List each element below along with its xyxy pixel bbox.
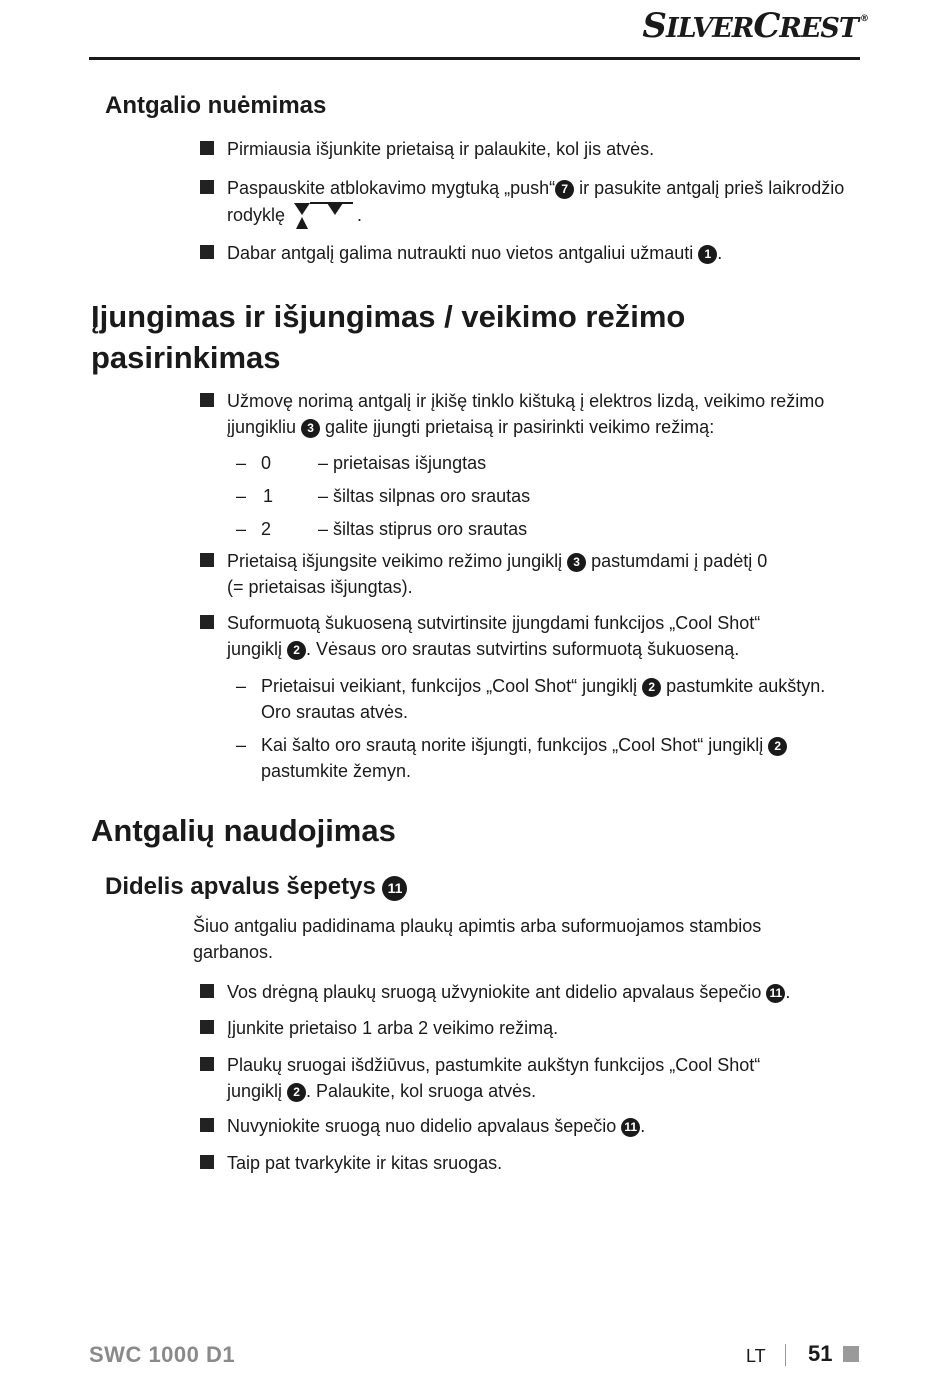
- list-item: Vos drėgną plaukų sruogą užvyniokite ant didelio apvalaus šepečio 11 .: [200, 979, 860, 1005]
- list-item: Prietaisą išjungsite veikimo režimo jungiklį 3 pastumdami į padėtį 0 (= prietaisas išjungtas).: [200, 548, 860, 600]
- list-item: Užmovę norimą antgalį ir įkišę tinklo kištuką į elektros lizdą, veikimo režimo įjungikliu 3 galite įjungti prietaisą ir pasirinkti veikimo režimą:: [200, 388, 860, 440]
- section-title-switching: Įjungimas ir išjungimas / veikimo režimo pasirinkimas: [91, 299, 686, 375]
- bullet-square-icon: [200, 1155, 214, 1169]
- callout-number-icon: 11: [382, 876, 407, 901]
- sub-item: Kai šalto oro srautą norite išjungti, funkcijos „Cool Shot“ jungiklį 2 pastumkite žemyn.: [261, 732, 861, 784]
- list-item: Dabar antgalį galima nutraukti nuo vietos antgaliui užmauti 1 .: [200, 240, 860, 266]
- footer-language: LT: [746, 1346, 766, 1366]
- header-rule: [89, 57, 860, 60]
- bullet-square-icon: [200, 141, 214, 155]
- list-item: Plaukų sruogai išdžiūvus, pastumkite aukštyn funkcijos „Cool Shot“ jungiklį 2 . Palaukite, kol sruoga atvės.: [200, 1052, 860, 1104]
- page-number: 51: [808, 1341, 833, 1366]
- mode-description: – šiltas silpnas oro srautas: [318, 486, 531, 506]
- bullet-square-icon: [200, 393, 214, 407]
- mode-row: –: [236, 486, 247, 506]
- bullet-square-icon: [200, 1118, 214, 1132]
- list-item: Nuvyniokite sruogą nuo didelio apvalaus šepečio 11 .: [200, 1113, 860, 1139]
- mode-description: – šiltas stiprus oro srautas: [318, 519, 528, 539]
- bullet-square-icon: [200, 984, 214, 998]
- callout-number-icon: 1: [698, 245, 717, 264]
- callout-number-icon: 3: [301, 419, 320, 438]
- mode-value: 2: [261, 519, 272, 539]
- subsection-title-round-brush: Didelis apvalus šepetys 11: [105, 872, 407, 902]
- mode-description: – prietaisas išjungtas: [318, 453, 487, 473]
- mode-row: –: [236, 453, 247, 473]
- brand-logo: SILVERCREST ®: [642, 6, 868, 46]
- section-title-attachments: Antgalių naudojimas: [91, 813, 396, 848]
- footer-divider: [785, 1344, 786, 1366]
- bullet-square-icon: [200, 1057, 214, 1071]
- bullet-square-icon: [200, 245, 214, 259]
- section-title-nozzle-removal: Antgalio nuėmimas: [105, 92, 327, 119]
- list-item: Taip pat tvarkykite ir kitas sruogas.: [200, 1150, 860, 1176]
- callout-number-icon: 11: [621, 1118, 640, 1137]
- mode-value: 0: [261, 453, 272, 473]
- bullet-square-icon: [200, 1020, 214, 1034]
- registered-mark: ®: [860, 14, 868, 24]
- callout-number-icon: 2: [642, 678, 661, 697]
- mode-row: –: [236, 519, 247, 539]
- list-item: Įjunkite prietaiso 1 arba 2 veikimo režimą.: [200, 1015, 860, 1041]
- rotation-arrows-icon: [291, 201, 357, 231]
- list-item: Paspauskite atblokavimo mygtuką „push“ 7 ir pasukite antgalį prieš laikrodžio rodyklę .: [200, 175, 860, 231]
- callout-number-icon: 7: [555, 180, 574, 199]
- footer-square-icon: [843, 1346, 859, 1362]
- bullet-square-icon: [200, 553, 214, 567]
- list-item: Suformuotą šukuoseną sutvirtinsite įjungdami funkcijos „Cool Shot“ jungiklį 2 . Vėsaus oro srautas sutvirtins suformuotą šukuoseną.: [200, 610, 860, 662]
- sub-item-dash: –: [236, 676, 247, 696]
- footer-model: SWC 1000 D1: [89, 1342, 236, 1367]
- callout-number-icon: 2: [768, 737, 787, 756]
- sub-item-dash: –: [236, 735, 247, 755]
- callout-number-icon: 3: [567, 553, 586, 572]
- mode-value: 1: [263, 486, 274, 506]
- sub-item: Prietaisui veikiant, funkcijos „Cool Shot“ jungiklį 2 pastumkite aukštyn. Oro srautas atvės.: [261, 676, 826, 722]
- callout-number-icon: 11: [766, 984, 785, 1003]
- list-item: Pirmiausia išjunkite prietaisą ir palaukite, kol jis atvės.: [200, 136, 860, 162]
- callout-number-icon: 2: [287, 1083, 306, 1102]
- callout-number-icon: 2: [287, 641, 306, 660]
- bullet-square-icon: [200, 615, 214, 629]
- intro-paragraph: Šiuo antgaliu padidinama plaukų apimtis arba suformuojamos stambios garbanos.: [193, 916, 762, 962]
- bullet-square-icon: [200, 180, 214, 194]
